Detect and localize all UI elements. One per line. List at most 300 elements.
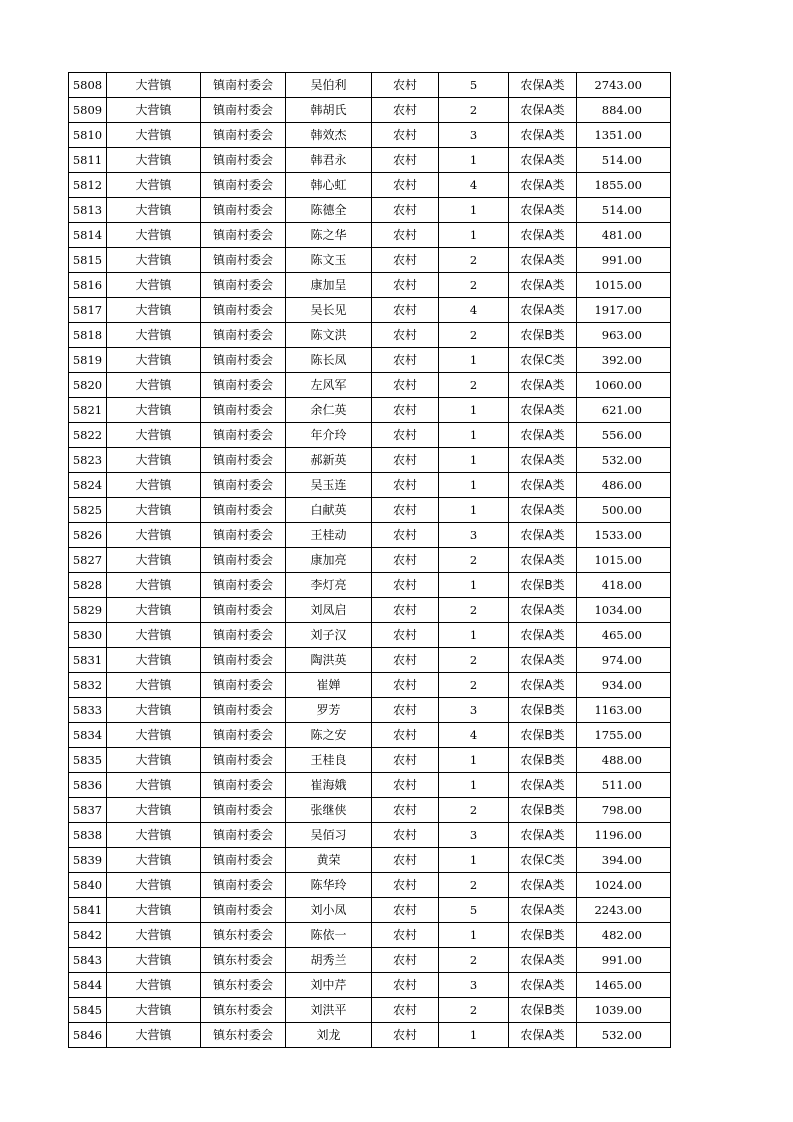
town-cell: 大营镇 [107, 923, 201, 948]
household-count-cell: 1 [439, 398, 509, 423]
household-count-cell: 4 [439, 298, 509, 323]
village-committee-cell: 镇南村委会 [201, 423, 286, 448]
amount-cell: 418.00 [577, 573, 671, 598]
table-row [69, 548, 671, 573]
name-cell: 刘小凤 [286, 898, 372, 923]
row-id-cell: 5828 [69, 573, 107, 598]
village-committee-cell: 镇南村委会 [201, 573, 286, 598]
town-cell: 大营镇 [107, 298, 201, 323]
name-cell: 王桂良 [286, 748, 372, 773]
table-row [69, 648, 671, 673]
household-count-cell: 3 [439, 123, 509, 148]
row-id-cell: 5826 [69, 523, 107, 548]
town-cell: 大营镇 [107, 473, 201, 498]
household-count-cell: 1 [439, 348, 509, 373]
town-cell: 大营镇 [107, 498, 201, 523]
category-cell: 农保A类 [509, 98, 577, 123]
household-count-cell: 4 [439, 723, 509, 748]
name-cell: 黄荣 [286, 848, 372, 873]
village-committee-cell: 镇南村委会 [201, 173, 286, 198]
area-type-cell: 农村 [372, 673, 439, 698]
table-row [69, 123, 671, 148]
town-cell: 大营镇 [107, 598, 201, 623]
town-cell: 大营镇 [107, 523, 201, 548]
table-row [69, 848, 671, 873]
table-row [69, 923, 671, 948]
category-cell: 农保A类 [509, 823, 577, 848]
area-type-cell: 农村 [372, 573, 439, 598]
town-cell: 大营镇 [107, 348, 201, 373]
amount-cell: 621.00 [577, 398, 671, 423]
town-cell: 大营镇 [107, 573, 201, 598]
category-cell: 农保A类 [509, 73, 577, 98]
row-id-cell: 5846 [69, 1023, 107, 1048]
table-row [69, 698, 671, 723]
name-cell: 胡秀兰 [286, 948, 372, 973]
town-cell: 大营镇 [107, 173, 201, 198]
name-cell: 左风军 [286, 373, 372, 398]
area-type-cell: 农村 [372, 648, 439, 673]
village-committee-cell: 镇南村委会 [201, 298, 286, 323]
area-type-cell: 农村 [372, 948, 439, 973]
table-row [69, 398, 671, 423]
village-committee-cell: 镇南村委会 [201, 673, 286, 698]
table-row [69, 723, 671, 748]
name-cell: 陈之华 [286, 223, 372, 248]
row-id-cell: 5840 [69, 873, 107, 898]
name-cell: 陈长凤 [286, 348, 372, 373]
area-type-cell: 农村 [372, 198, 439, 223]
household-count-cell: 1 [439, 448, 509, 473]
table-row [69, 373, 671, 398]
area-type-cell: 农村 [372, 548, 439, 573]
household-count-cell: 1 [439, 848, 509, 873]
category-cell: 农保B类 [509, 323, 577, 348]
amount-cell: 1917.00 [577, 298, 671, 323]
household-count-cell: 1 [439, 223, 509, 248]
amount-cell: 1163.00 [577, 698, 671, 723]
row-id-cell: 5823 [69, 448, 107, 473]
village-committee-cell: 镇东村委会 [201, 973, 286, 998]
name-cell: 罗芳 [286, 698, 372, 723]
table-row [69, 298, 671, 323]
category-cell: 农保A类 [509, 423, 577, 448]
table-row [69, 948, 671, 973]
village-committee-cell: 镇南村委会 [201, 73, 286, 98]
area-type-cell: 农村 [372, 423, 439, 448]
name-cell: 陈文洪 [286, 323, 372, 348]
name-cell: 吴佰习 [286, 823, 372, 848]
household-count-cell: 1 [439, 773, 509, 798]
name-cell: 陈依一 [286, 923, 372, 948]
row-id-cell: 5827 [69, 548, 107, 573]
table-row [69, 873, 671, 898]
table-row [69, 223, 671, 248]
household-count-cell: 2 [439, 798, 509, 823]
category-cell: 农保B类 [509, 573, 577, 598]
category-cell: 农保A类 [509, 448, 577, 473]
household-count-cell: 3 [439, 823, 509, 848]
household-count-cell: 1 [439, 573, 509, 598]
town-cell: 大营镇 [107, 248, 201, 273]
category-cell: 农保A类 [509, 498, 577, 523]
row-id-cell: 5808 [69, 73, 107, 98]
household-count-cell: 3 [439, 698, 509, 723]
table-row [69, 598, 671, 623]
area-type-cell: 农村 [372, 848, 439, 873]
table-row [69, 498, 671, 523]
amount-cell: 1196.00 [577, 823, 671, 848]
village-committee-cell: 镇南村委会 [201, 273, 286, 298]
row-id-cell: 5825 [69, 498, 107, 523]
household-count-cell: 2 [439, 323, 509, 348]
amount-cell: 2243.00 [577, 898, 671, 923]
table-row [69, 823, 671, 848]
household-count-cell: 2 [439, 998, 509, 1023]
table-row [69, 73, 671, 98]
area-type-cell: 农村 [372, 473, 439, 498]
village-committee-cell: 镇南村委会 [201, 798, 286, 823]
table-row [69, 198, 671, 223]
table-row [69, 423, 671, 448]
category-cell: 农保A类 [509, 598, 577, 623]
table-row [69, 473, 671, 498]
village-committee-cell: 镇东村委会 [201, 998, 286, 1023]
row-id-cell: 5844 [69, 973, 107, 998]
row-id-cell: 5830 [69, 623, 107, 648]
row-id-cell: 5837 [69, 798, 107, 823]
village-committee-cell: 镇南村委会 [201, 373, 286, 398]
data-table [68, 72, 671, 1048]
amount-cell: 991.00 [577, 948, 671, 973]
amount-cell: 1024.00 [577, 873, 671, 898]
category-cell: 农保A类 [509, 948, 577, 973]
area-type-cell: 农村 [372, 998, 439, 1023]
amount-cell: 934.00 [577, 673, 671, 698]
area-type-cell: 农村 [372, 923, 439, 948]
category-cell: 农保B类 [509, 698, 577, 723]
amount-cell: 481.00 [577, 223, 671, 248]
name-cell: 吴长见 [286, 298, 372, 323]
area-type-cell: 农村 [372, 98, 439, 123]
area-type-cell: 农村 [372, 273, 439, 298]
table-row [69, 348, 671, 373]
category-cell: 农保A类 [509, 273, 577, 298]
amount-cell: 1015.00 [577, 273, 671, 298]
row-id-cell: 5833 [69, 698, 107, 723]
category-cell: 农保B类 [509, 998, 577, 1023]
amount-cell: 532.00 [577, 1023, 671, 1048]
area-type-cell: 农村 [372, 773, 439, 798]
row-id-cell: 5821 [69, 398, 107, 423]
town-cell: 大营镇 [107, 798, 201, 823]
area-type-cell: 农村 [372, 723, 439, 748]
town-cell: 大营镇 [107, 273, 201, 298]
category-cell: 农保A类 [509, 198, 577, 223]
row-id-cell: 5845 [69, 998, 107, 1023]
table-row [69, 748, 671, 773]
village-committee-cell: 镇南村委会 [201, 398, 286, 423]
row-id-cell: 5812 [69, 173, 107, 198]
village-committee-cell: 镇南村委会 [201, 823, 286, 848]
town-cell: 大营镇 [107, 148, 201, 173]
household-count-cell: 1 [439, 623, 509, 648]
table-row [69, 323, 671, 348]
area-type-cell: 农村 [372, 623, 439, 648]
row-id-cell: 5842 [69, 923, 107, 948]
name-cell: 吴伯利 [286, 73, 372, 98]
amount-cell: 991.00 [577, 248, 671, 273]
household-count-cell: 1 [439, 1023, 509, 1048]
village-committee-cell: 镇南村委会 [201, 98, 286, 123]
category-cell: 农保A类 [509, 523, 577, 548]
area-type-cell: 农村 [372, 298, 439, 323]
row-id-cell: 5813 [69, 198, 107, 223]
town-cell: 大营镇 [107, 223, 201, 248]
amount-cell: 514.00 [577, 198, 671, 223]
category-cell: 农保A类 [509, 373, 577, 398]
area-type-cell: 农村 [372, 498, 439, 523]
category-cell: 农保A类 [509, 873, 577, 898]
category-cell: 农保A类 [509, 548, 577, 573]
household-count-cell: 2 [439, 598, 509, 623]
household-count-cell: 2 [439, 248, 509, 273]
category-cell: 农保B类 [509, 748, 577, 773]
household-count-cell: 2 [439, 98, 509, 123]
amount-cell: 963.00 [577, 323, 671, 348]
town-cell: 大营镇 [107, 98, 201, 123]
category-cell: 农保A类 [509, 223, 577, 248]
area-type-cell: 农村 [372, 148, 439, 173]
row-id-cell: 5831 [69, 648, 107, 673]
table-row [69, 898, 671, 923]
category-cell: 农保C类 [509, 848, 577, 873]
village-committee-cell: 镇南村委会 [201, 873, 286, 898]
row-id-cell: 5810 [69, 123, 107, 148]
town-cell: 大营镇 [107, 823, 201, 848]
name-cell: 崔海娥 [286, 773, 372, 798]
category-cell: 农保A类 [509, 123, 577, 148]
area-type-cell: 农村 [372, 523, 439, 548]
household-count-cell: 1 [439, 423, 509, 448]
name-cell: 陈之安 [286, 723, 372, 748]
amount-cell: 556.00 [577, 423, 671, 448]
village-committee-cell: 镇东村委会 [201, 948, 286, 973]
area-type-cell: 农村 [372, 373, 439, 398]
amount-cell: 1060.00 [577, 373, 671, 398]
name-cell: 陈华玲 [286, 873, 372, 898]
amount-cell: 798.00 [577, 798, 671, 823]
area-type-cell: 农村 [372, 698, 439, 723]
town-cell: 大营镇 [107, 898, 201, 923]
category-cell: 农保B类 [509, 798, 577, 823]
amount-cell: 500.00 [577, 498, 671, 523]
village-committee-cell: 镇南村委会 [201, 448, 286, 473]
category-cell: 农保A类 [509, 898, 577, 923]
category-cell: 农保A类 [509, 173, 577, 198]
row-id-cell: 5814 [69, 223, 107, 248]
row-id-cell: 5817 [69, 298, 107, 323]
town-cell: 大营镇 [107, 398, 201, 423]
category-cell: 农保A类 [509, 673, 577, 698]
row-id-cell: 5835 [69, 748, 107, 773]
row-id-cell: 5829 [69, 598, 107, 623]
household-count-cell: 1 [439, 748, 509, 773]
row-id-cell: 5834 [69, 723, 107, 748]
category-cell: 农保A类 [509, 1023, 577, 1048]
town-cell: 大营镇 [107, 723, 201, 748]
amount-cell: 884.00 [577, 98, 671, 123]
area-type-cell: 农村 [372, 873, 439, 898]
village-committee-cell: 镇南村委会 [201, 623, 286, 648]
area-type-cell: 农村 [372, 1023, 439, 1048]
row-id-cell: 5824 [69, 473, 107, 498]
area-type-cell: 农村 [372, 898, 439, 923]
category-cell: 农保A类 [509, 148, 577, 173]
name-cell: 韩胡氏 [286, 98, 372, 123]
area-type-cell: 农村 [372, 973, 439, 998]
row-id-cell: 5822 [69, 423, 107, 448]
name-cell: 刘中芹 [286, 973, 372, 998]
table-row [69, 248, 671, 273]
town-cell: 大营镇 [107, 548, 201, 573]
household-count-cell: 4 [439, 173, 509, 198]
area-type-cell: 农村 [372, 448, 439, 473]
amount-cell: 514.00 [577, 148, 671, 173]
name-cell: 余仁英 [286, 398, 372, 423]
household-count-cell: 5 [439, 73, 509, 98]
village-committee-cell: 镇南村委会 [201, 848, 286, 873]
name-cell: 张继侠 [286, 798, 372, 823]
area-type-cell: 农村 [372, 173, 439, 198]
name-cell: 崔婵 [286, 673, 372, 698]
household-count-cell: 2 [439, 648, 509, 673]
name-cell: 韩君永 [286, 148, 372, 173]
area-type-cell: 农村 [372, 598, 439, 623]
area-type-cell: 农村 [372, 73, 439, 98]
amount-cell: 1039.00 [577, 998, 671, 1023]
table-row [69, 973, 671, 998]
table-row [69, 798, 671, 823]
table-row [69, 523, 671, 548]
village-committee-cell: 镇南村委会 [201, 248, 286, 273]
amount-cell: 392.00 [577, 348, 671, 373]
name-cell: 王桂动 [286, 523, 372, 548]
household-count-cell: 5 [439, 898, 509, 923]
village-committee-cell: 镇南村委会 [201, 898, 286, 923]
household-count-cell: 2 [439, 948, 509, 973]
area-type-cell: 农村 [372, 248, 439, 273]
village-committee-cell: 镇南村委会 [201, 148, 286, 173]
village-committee-cell: 镇南村委会 [201, 323, 286, 348]
area-type-cell: 农村 [372, 798, 439, 823]
household-count-cell: 1 [439, 148, 509, 173]
row-id-cell: 5836 [69, 773, 107, 798]
table-row [69, 173, 671, 198]
name-cell: 年介玲 [286, 423, 372, 448]
village-committee-cell: 镇南村委会 [201, 723, 286, 748]
amount-cell: 1465.00 [577, 973, 671, 998]
household-count-cell: 1 [439, 198, 509, 223]
village-committee-cell: 镇南村委会 [201, 648, 286, 673]
village-committee-cell: 镇南村委会 [201, 198, 286, 223]
category-cell: 农保A类 [509, 473, 577, 498]
amount-cell: 1034.00 [577, 598, 671, 623]
table-row [69, 998, 671, 1023]
row-id-cell: 5843 [69, 948, 107, 973]
amount-cell: 1351.00 [577, 123, 671, 148]
area-type-cell: 农村 [372, 398, 439, 423]
table-row [69, 773, 671, 798]
household-count-cell: 3 [439, 523, 509, 548]
area-type-cell: 农村 [372, 123, 439, 148]
household-count-cell: 2 [439, 673, 509, 698]
category-cell: 农保A类 [509, 773, 577, 798]
town-cell: 大营镇 [107, 773, 201, 798]
town-cell: 大营镇 [107, 973, 201, 998]
town-cell: 大营镇 [107, 73, 201, 98]
household-count-cell: 2 [439, 373, 509, 398]
table-row [69, 673, 671, 698]
amount-cell: 1015.00 [577, 548, 671, 573]
town-cell: 大营镇 [107, 848, 201, 873]
row-id-cell: 5832 [69, 673, 107, 698]
town-cell: 大营镇 [107, 948, 201, 973]
town-cell: 大营镇 [107, 448, 201, 473]
village-committee-cell: 镇南村委会 [201, 548, 286, 573]
town-cell: 大营镇 [107, 698, 201, 723]
town-cell: 大营镇 [107, 648, 201, 673]
area-type-cell: 农村 [372, 323, 439, 348]
category-cell: 农保A类 [509, 623, 577, 648]
category-cell: 农保A类 [509, 648, 577, 673]
table-row [69, 273, 671, 298]
household-count-cell: 1 [439, 473, 509, 498]
table-row [69, 573, 671, 598]
village-committee-cell: 镇南村委会 [201, 123, 286, 148]
name-cell: 李灯亮 [286, 573, 372, 598]
row-id-cell: 5816 [69, 273, 107, 298]
name-cell: 刘子汉 [286, 623, 372, 648]
row-id-cell: 5819 [69, 348, 107, 373]
category-cell: 农保B类 [509, 723, 577, 748]
category-cell: 农保A类 [509, 398, 577, 423]
household-count-cell: 2 [439, 273, 509, 298]
row-id-cell: 5815 [69, 248, 107, 273]
name-cell: 刘龙 [286, 1023, 372, 1048]
name-cell: 康加亮 [286, 548, 372, 573]
name-cell: 陶洪英 [286, 648, 372, 673]
village-committee-cell: 镇南村委会 [201, 473, 286, 498]
town-cell: 大营镇 [107, 1023, 201, 1048]
row-id-cell: 5820 [69, 373, 107, 398]
table-row [69, 98, 671, 123]
row-id-cell: 5809 [69, 98, 107, 123]
amount-cell: 1755.00 [577, 723, 671, 748]
town-cell: 大营镇 [107, 373, 201, 398]
town-cell: 大营镇 [107, 673, 201, 698]
amount-cell: 511.00 [577, 773, 671, 798]
town-cell: 大营镇 [107, 873, 201, 898]
name-cell: 刘洪平 [286, 998, 372, 1023]
name-cell: 刘凤启 [286, 598, 372, 623]
amount-cell: 1855.00 [577, 173, 671, 198]
town-cell: 大营镇 [107, 748, 201, 773]
table-body [69, 73, 671, 1048]
town-cell: 大营镇 [107, 123, 201, 148]
village-committee-cell: 镇南村委会 [201, 598, 286, 623]
village-committee-cell: 镇东村委会 [201, 923, 286, 948]
